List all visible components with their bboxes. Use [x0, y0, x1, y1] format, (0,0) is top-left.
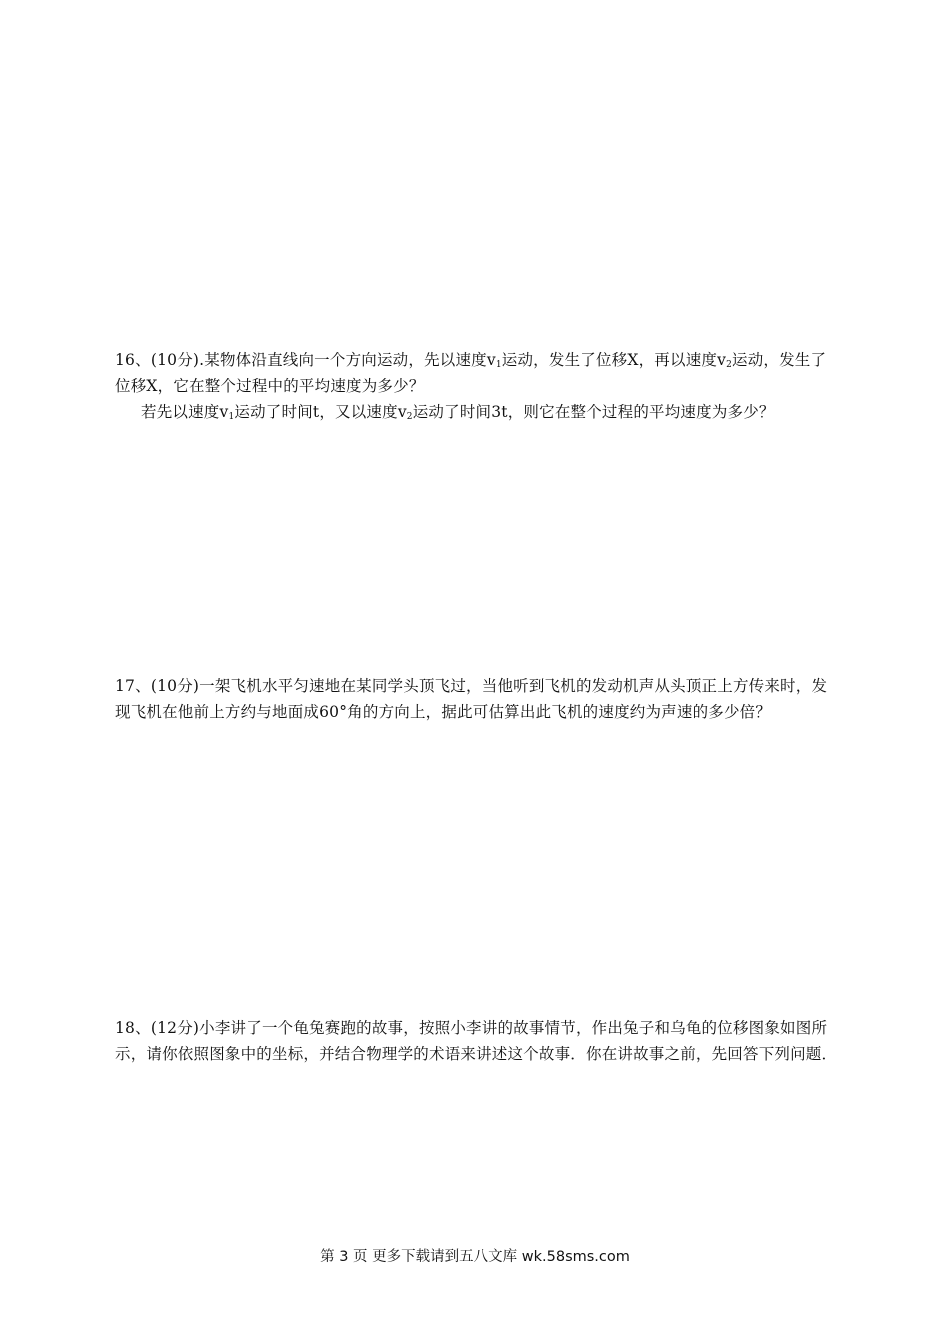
velocity-subscript: 1	[228, 412, 235, 422]
question-18	[115, 1015, 840, 1067]
question-16	[115, 347, 840, 425]
page-footer: 第 3 页 更多下载请到五八文库 wk.58sms.com	[320, 1249, 630, 1265]
velocity-subscript: 2	[406, 412, 413, 422]
question-18-paragraph	[115, 1015, 840, 1067]
velocity-subscript: 1	[495, 360, 502, 370]
question-text: 若先以速度v	[141, 403, 229, 421]
velocity-subscript: 2	[726, 360, 732, 370]
question-17-paragraph	[115, 673, 840, 725]
question-text: 18、(12分)小李讲了一个龟兔赛跑的故事，按照小李讲的故事情节，作出兔子和乌龟的位移图象如图所示，请你依照图象中的坐标，并结合物理学的术语来讲述这个故事．你在讲故事之前，先回答下列问题．	[115, 1019, 838, 1063]
question-text: 运动了时间t，又以速度v	[234, 403, 407, 421]
question-16-paragraph	[115, 347, 840, 399]
question-text: 运动，发生了位移X，它在整个过程中的平均速度为多少？	[115, 351, 827, 395]
question-text: 运动了时间3t，则它在整个过程的平均速度为多少？	[412, 403, 775, 421]
question-text: 17、(10分)一架飞机水平匀速地在某同学头顶飞过，当他听到飞机的发动机声从头顶正上方传来时，发现飞机在他前上方约与地面成60°角的方向上，据此可估算出此飞机的速度约为声速的多少倍？	[115, 677, 828, 721]
question-text: 运动，发生了位移X，再以速度v	[501, 351, 727, 369]
question-16-paragraph	[115, 399, 840, 425]
question-17	[115, 673, 840, 725]
question-text: 16、(10分).某物体沿直线向一个方向运动，先以速度v	[115, 351, 496, 369]
